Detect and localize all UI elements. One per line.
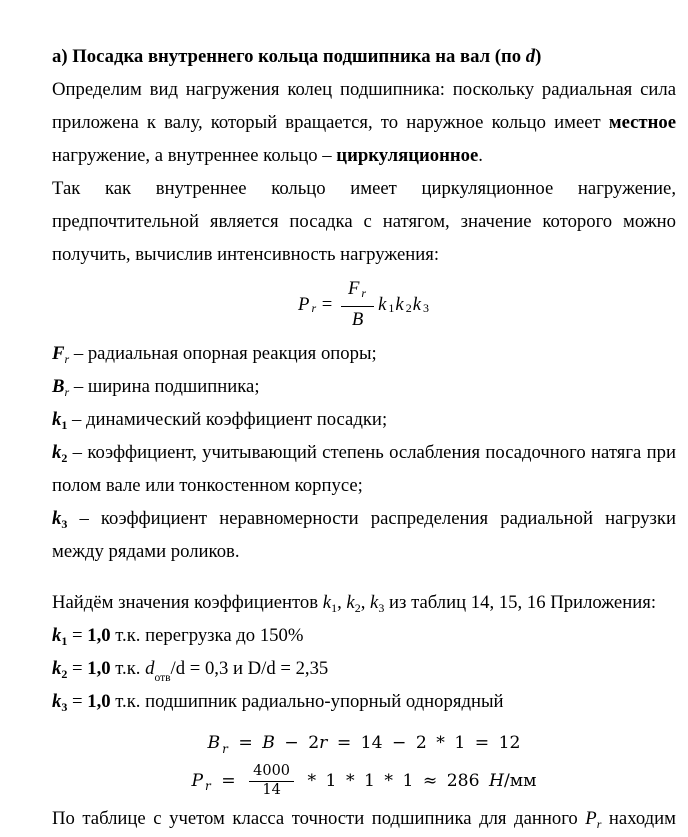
definition-br: $B_r$ – ширина подшипника; (52, 376, 260, 399)
coefficient-k2-value: $k_2 = 1,0$ т.к. $d_{отв}/d = 0,3$ и D/d = 2,35 (52, 658, 329, 684)
paragraph-fit-choice: Так как внутреннее кольцо имеет циркуляционное нагружение, предпочтительной является посадка с натягом, значение которого можно получить, вычислив интенсивность нагружения: (52, 178, 676, 265)
definition-k2: $k_2$ – коэффициент, учитывающий степень ослабления посадочного натяга при полом вале или тонкостенном корпусе; (52, 442, 676, 496)
definition-k1: $k_1$ – динамический коэффициент посадки; (52, 409, 388, 432)
coefficient-k1-value: $k_1 = 1,0$ т.к. перегрузка до 150% (52, 625, 304, 648)
paragraph-load-type: Определим вид нагружения колец подшипника: поскольку радиальная сила приложена к валу, который вращается, то наружное кольцо имеет местное нагружение, а внутреннее кольцо – циркуляционное. (52, 79, 676, 166)
section-heading: а) Посадка внутреннего кольца подшипника на вал (по d) (52, 46, 542, 67)
coefficient-k3-value: $k_3 = 1,0$ т.к. подшипник радиально-упорный однорядный (52, 691, 504, 714)
formula-bearing-width: B $_r$ = B − 2r = 14 − 2 * 1 = 12 (207, 733, 521, 757)
definition-k3: $k_3$ – коэффициент неравномерности распределения радиальной нагрузки между рядами роликов. (52, 508, 676, 562)
paragraph-table-lookup: По таблице с учетом класса точности подшипника для данного $P_r$ находим (52, 808, 676, 831)
definition-fr: $F_r$ – радиальная опорная реакция опоры; (52, 343, 377, 366)
paragraph-find-coefficients: Найдём значения коэффициентов $k_1$, $k_2$, $k_3$ из таблиц 14, 15, 16 Приложения: (52, 592, 657, 615)
formula-load-intensity-value: P $_r$ = $\frac{4000}{14}$ * 1 * 1 * 1 ≈ 286 Н /мм (191, 763, 537, 798)
blank-line (52, 568, 676, 586)
formula-load-intensity: P $_r$ = $\frac{F _r}{B}$ k $_1$ k $_2$ k $_3$ (298, 277, 429, 330)
